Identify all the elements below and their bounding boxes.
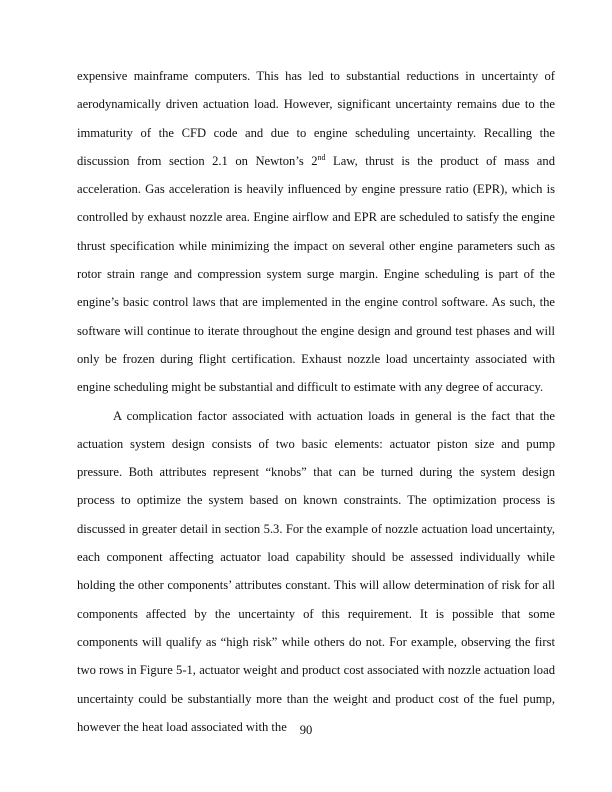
paragraph-2-run-1: A complication factor associated with actuation loads in general is the fact that the actuation system design consists of two basic elements: actuator piston size and pump pressure. Both attributes represent “knobs” that can be turned during the system design process to optimize the system based on known constraints. The optimization process is discussed in greater detail in section 5.3. For the example of nozzle actuation load uncertainty, each component affecting actuator load capability should be assessed individually while holding the other components’ attributes constant. This will allow determination of risk for all components affected by the uncertainty of this requirement. It is possible that some components will qualify as “high risk” while others do not. For example, observing the first two rows in Figure 5-1, actuator weight and product cost associated with nozzle actuation load uncertainty could be substantially more than the weight and product cost of the fuel pump, however the heat load associated with the	[77, 408, 555, 734]
paragraph-2	[77, 402, 555, 742]
paragraph-1-run-2: Law, thrust is the product of mass and acceleration. Gas acceleration is heavily influenced by engine pressure ratio (EPR), which is controlled by exhaust nozzle area. Engine airflow and EPR are scheduled to satisfy the engine thrust specification while minimizing the impact on several other engine parameters such as rotor strain range and compression system surge margin. Engine scheduling is part of the engine’s basic control laws that are implemented in the engine control software. As such, the software will continue to iterate throughout the engine design and ground test phases and will only be frozen during flight certification. Exhaust nozzle load uncertainty associated with engine scheduling might be substantial and difficult to estimate with any degree of accuracy.	[77, 153, 555, 395]
ordinal-superscript: nd	[317, 152, 326, 162]
body-text	[77, 62, 555, 741]
paragraph-1-run-1: expensive mainframe computers. This has led to substantial reductions in uncertainty of aerodynamically driven actuation load. However, significant uncertainty remains due to the immaturity of the CFD code and due to engine scheduling uncertainty. Recalling the discussion from section 2.1 on Newton’s 2	[77, 69, 555, 168]
paragraph-1	[77, 62, 555, 402]
page-number: 90	[299, 723, 313, 737]
